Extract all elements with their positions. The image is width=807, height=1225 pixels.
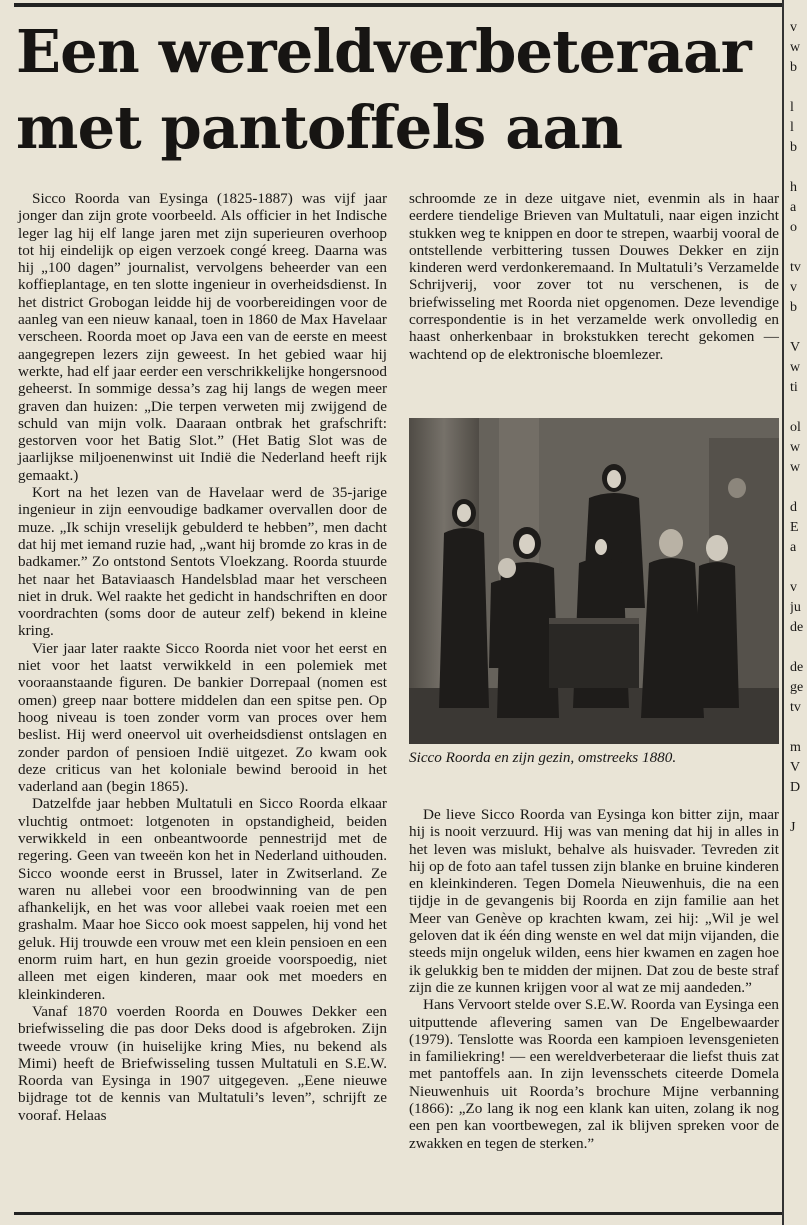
headline — [16, 14, 776, 166]
margin-fragment: J — [790, 820, 796, 835]
margin-fragment: w — [790, 40, 801, 55]
margin-fragment: tv — [790, 700, 801, 715]
paragraph: Kort na het lezen van de Havelaar werd de 35-jarige ingenieur in zijn eenvoudige badkamer overvallen door de muze. „Ik schijn vreselijk gebulderd te hebben”, men dacht dat hij met iemand ruzie had, „want hij bromde zo kras in de badkamer.” Zo ontstond Sentots Vloekzang. Roorda stuurde het naar het Bataviaasch Handelsblad maar het verscheen niet in druk. Wel raakte het gedicht in handschriften en door voordrachten (soms door de auteur zelf) bekend in kleine kring. — [18, 484, 387, 640]
margin-fragment: b — [790, 300, 797, 315]
adjacent-article-fragment — [790, 20, 807, 840]
margin-fragment: V — [790, 760, 801, 775]
headline-line-1: Een wereldverbeteraar — [16, 17, 751, 86]
article-column-right-top — [409, 190, 779, 363]
margin-fragment: D — [790, 780, 801, 795]
margin-fragment: o — [790, 220, 797, 235]
paragraph: schroomde ze in deze uitgave niet, evenmin als in haar eerdere tiendelige Brieven van Multatuli, naar eigen inzicht stukken weg te knippen en door te strepen, waarbij vooral de ontstellende verbittering tussen Douwes Dekker en zijn kinderen werd verdonkeremaand. In Multatuli’s Verzamelde Schrijverij, voor zover tot nu verschenen, is de briefwisseling met Roorda niet opgenomen. Deze levendige correspondentie is in het verzamelde werk onvolledig en haast onherkenbaar in brokstukken terecht gekomen — wachtend op de elektronische bloemlezer. — [409, 190, 779, 363]
headline-line-2: met pantoffels aan — [16, 93, 623, 162]
margin-fragment: E — [790, 520, 799, 535]
margin-fragment: ju — [790, 600, 801, 615]
margin-fragment: ti — [790, 380, 798, 395]
margin-fragment: b — [790, 60, 797, 75]
article-column-left — [18, 190, 387, 1124]
bottom-rule — [14, 1212, 782, 1215]
margin-fragment: w — [790, 360, 801, 375]
margin-fragment: w — [790, 440, 801, 455]
paragraph: Vanaf 1870 voerden Roorda en Douwes Dekker een briefwisseling die pas door Deks dood is afgebroken. Zijn tweede vrouw (in huiselijke kring Mies, nu bekend als Mimi) heeft de Briefwisseling tussen Multatuli en S.E.W. Roorda van Eysinga in 1907 uitgegeven. „Eene nieuwe bijdrage tot de kennis van Multatuli’s leven”, schrijft ze vooraf. Helaas — [18, 1002, 387, 1124]
margin-fragment: h — [790, 180, 797, 195]
paragraph: Vier jaar later raakte Sicco Roorda niet voor het eerst en niet voor het laatst verwikkeld in een polemiek met vooraanstaande figuren. De bankier Dorrepaal (nomen est omen) greep naar bottere middelen dan een spitse pen. Op hoog niveau is toen zonder vorm van proces over hem beslist. Hij werd oneervol uit overheidsdienst ontslagen en zonder pardon of pensioen Indië uitgezet. Zo kwam ook deze criticus van het koloniale bewind berooid in het vaderland aan (begin 1865). — [18, 639, 387, 796]
family-photo — [409, 418, 779, 744]
margin-fragment: ge — [790, 680, 804, 695]
paragraph: Hans Vervoort stelde over S.E.W. Roorda van Eysinga een uitputtende aflevering samen van De Engelbewaarder (1979). Tenslotte was Roorda een kampioen levensgenieten in familiekring! — een wereldverbeteraar die liefst thuis zat met pantoffels aan. In zijn levensschets citeerde Domela Nieuwenhuis uit Roorda’s brochure Mijne verbanning (1866): „Zo lang ik nog een klank kan uiten, zolang ik nog een pen kan voortbewegen, zal ik blijven spreken voor de zwakken en tegen de sterken.” — [409, 996, 779, 1152]
paragraph: Datzelfde jaar hebben Multatuli en Sicco Roorda elkaar vluchtig ontmoet: lotgenoten in opstandigheid, beiden verwikkeld in een onbeantwoorde pennestrijd met de regering. Geen van tweeën kon het in Nederland uithouden. Sicco woonde eerst in Brussel, later in Zwitserland. Ze waren nu allebei voor een broodwinning van de pen afhankelijk, en het was voor allebei vaak roeien met een grashalm. Maar hoe Sicco ook moest sappelen, hij vond het geluk. Hij trouwde een vrouw met een klein pensioen en een enorm ruim hart, en hun gezin groeide voorspoedig, niet alleen met eigen kinderen, maar ook met moeders en kleinkinderen. — [18, 795, 387, 1003]
margin-fragment: V — [790, 340, 801, 355]
column-divider — [782, 0, 784, 1225]
margin-fragment: m — [790, 740, 801, 755]
family-photo-illustration — [409, 418, 779, 744]
margin-fragment: l — [790, 100, 794, 115]
margin-fragment: tv — [790, 260, 801, 275]
margin-fragment: de — [790, 620, 804, 635]
margin-fragment: v — [790, 580, 797, 595]
margin-fragment: l — [790, 120, 794, 135]
margin-fragment: a — [790, 540, 797, 555]
article-column-right-bottom — [409, 806, 779, 1152]
margin-fragment: a — [790, 200, 797, 215]
margin-fragment: de — [790, 660, 804, 675]
margin-fragment: d — [790, 500, 797, 515]
margin-fragment: v — [790, 280, 797, 295]
margin-fragment: ol — [790, 420, 801, 435]
margin-fragment: w — [790, 460, 801, 475]
paragraph: De lieve Sicco Roorda van Eysinga kon bitter zijn, maar hij is nooit verzuurd. Hij was van mening dat hij in alles in het leven was mislukt, behalve als huisvader. Tevreden zit hij op de foto aan tafel tussen zijn blanke en bruine kinderen en kleinkinderen. Tegen Domela Nieuwenhuis, die na een tijdje in de gevangenis bij Roorda en zijn familie aan het Meer van Genève op krachten kwam, zei hij: „Wil je wel geloven dat ik één ding wenste en wel dat mijn vijanden, die steeds mijn ongeluk wilden, eens hier kwamen en zagen hoe ik gelukkig ben te midden der mijnen. Dat zou de beste straf zijn die ze kunnen krijgen voor al wat ze mij aandeden.” — [409, 806, 779, 996]
paragraph: Sicco Roorda van Eysinga (1825-1887) was vijf jaar jonger dan zijn grote voorbeeld. Als officier in het Indische leger lag hij elf lange jaren met zijn superieuren overhoop tot hij eindelijk op eigen verzoek congé kreeg. Daarna was hij „100 dagen” journalist, vervolgens beheerder van een koffieplantage, en ten slotte ingenieur in overheidsdienst. In het district Grobogan leidde hij de voorbereidingen voor de aanleg van een nieuw kanaal, toen in 1860 de Max Havelaar verscheen. Roorda moet op Java een van de eerste en meest aangegrepen lezers zijn geweest. In het gebied waar hij werkte, had elf jaar eerder een verschrikkelijke hongersnood geheerst. In sommige dessa’s zag hij langs de wegen meer graven dan huizen: „Die terpen verweten mij zwijgend de schuld van mijn volk. Daaraan ontbrak het grafschrift: gestorven voor het Batig Slot.” (Het Batig Slot was de jaarlijkse miljoenenwinst uit Indië die Nederland heeft rijk gemaakt.) — [18, 190, 387, 484]
margin-fragment: b — [790, 140, 797, 155]
top-rule — [14, 3, 782, 7]
photo-caption: Sicco Roorda en zijn gezin, omstreeks 1880. — [409, 749, 677, 766]
margin-fragment: v — [790, 20, 797, 35]
